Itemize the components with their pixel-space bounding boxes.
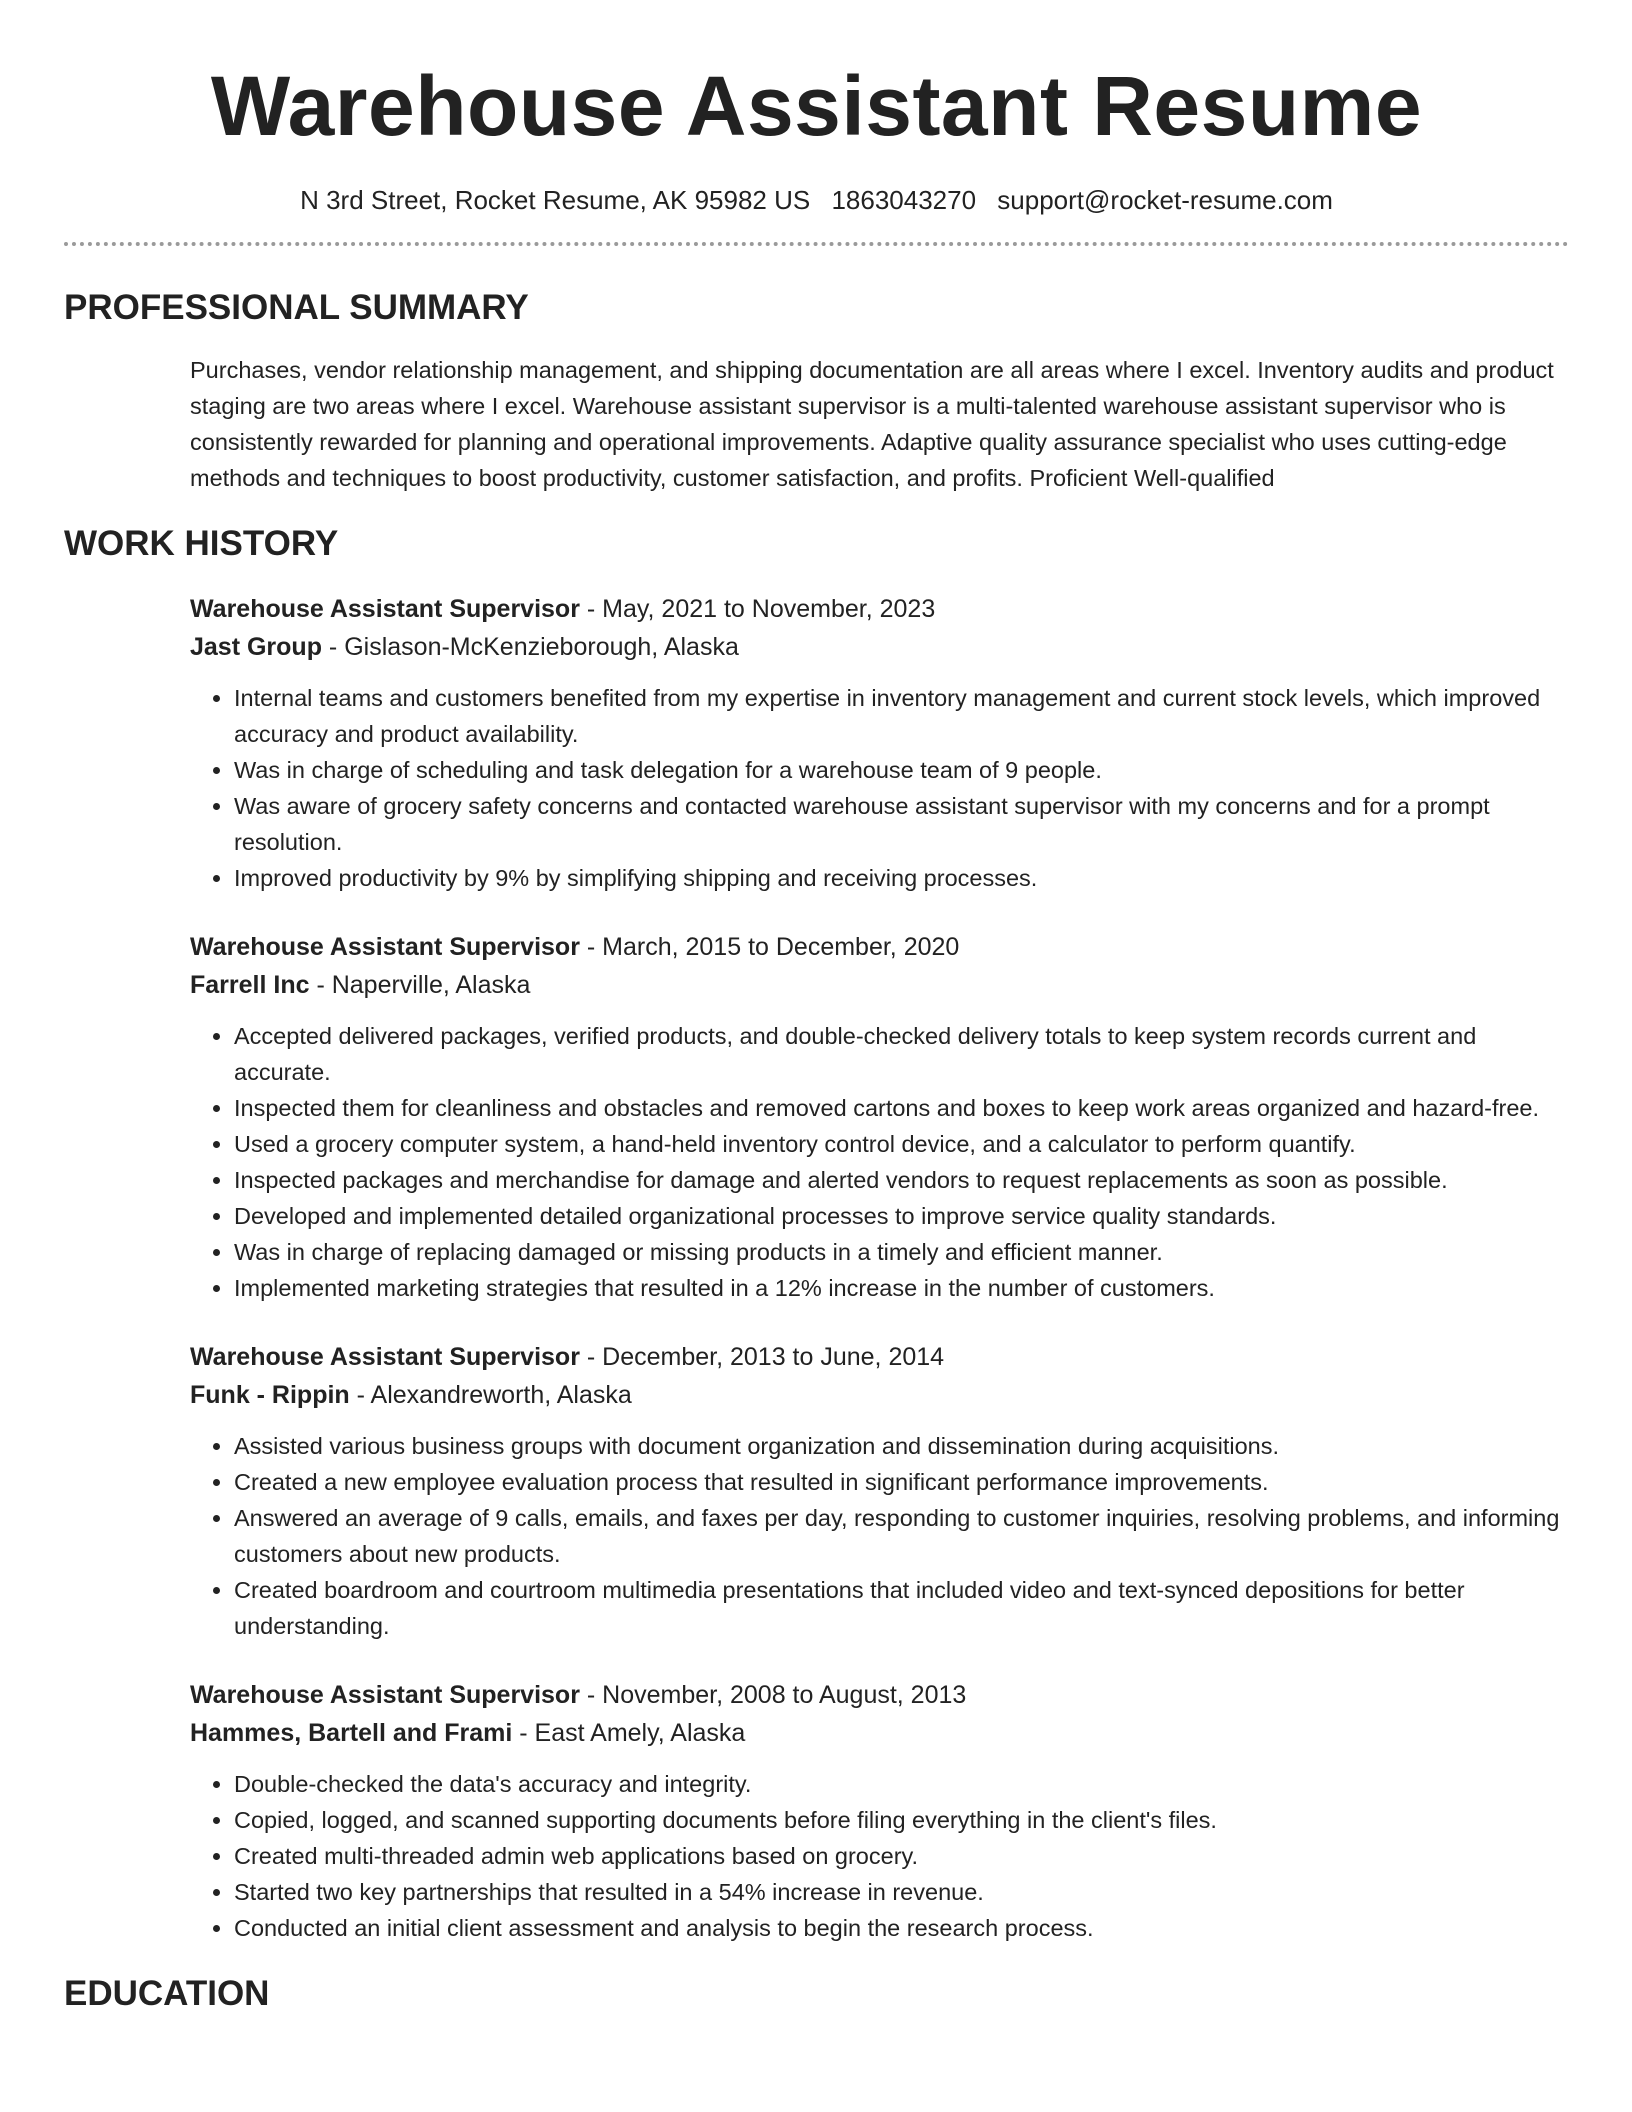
contact-line: [64, 184, 1569, 216]
work-history-heading: WORK HISTORY: [64, 524, 339, 563]
job-bullet: • Inspected packages and merchandise for damage and alerted vendors to request replacements as soon as possible.: [234, 1162, 1569, 1198]
summary-heading: PROFESSIONAL SUMMARY: [64, 288, 529, 327]
job-title: Warehouse Assistant Supervisor: [190, 933, 580, 961]
job-title-line: [190, 1338, 1569, 1376]
job-entry: [190, 590, 1569, 896]
job-title-line: [190, 928, 1569, 966]
job-title: Warehouse Assistant Supervisor: [190, 1343, 580, 1371]
job-dates: - November, 2008 to August, 2013: [579, 1681, 967, 1709]
job-dates: - March, 2015 to December, 2020: [579, 933, 960, 961]
job-company-line: [190, 1714, 1569, 1752]
job-title-line: [190, 590, 1569, 628]
job-company: Jast Group: [190, 633, 322, 661]
job-bullet: • Double-checked the data's accuracy and integrity.: [234, 1766, 1569, 1802]
job-bullet: • Accepted delivered packages, verified products, and double-checked delivery totals to keep system records current and accurate.: [234, 1018, 1569, 1090]
summary-text: Purchases, vendor relationship management, and shipping documentation are all areas where I excel. Inventory audits and product staging are two areas where I excel. Warehouse assistant supervisor is a multi-talented warehouse assistant supervisor who is consistently rewarded for planning and operational improvements. Adaptive quality assurance specialist who uses cutting-edge methods and techniques to boost productivity, customer satisfaction, and profits. Proficient Well-qualified: [190, 357, 1554, 491]
job-bullet: • Started two key partnerships that resulted in a 54% increase in revenue.: [234, 1874, 1569, 1910]
job-entry: [190, 928, 1569, 1306]
job-title: Warehouse Assistant Supervisor: [190, 1681, 580, 1709]
job-company-line: [190, 1376, 1569, 1414]
job-bullets: [190, 1428, 1569, 1644]
job-bullets: [190, 1766, 1569, 1946]
job-title: Warehouse Assistant Supervisor: [190, 595, 580, 623]
job-entry: [190, 1676, 1569, 1946]
job-bullet: • Created multi-threaded admin web applications based on grocery.: [234, 1838, 1569, 1874]
job-bullet: • Created a new employee evaluation process that resulted in significant performance improvements.: [234, 1464, 1569, 1500]
contact-phone: 1863043270: [831, 185, 977, 215]
job-title-line: [190, 1676, 1569, 1714]
job-bullet: • Was in charge of replacing damaged or missing products in a timely and efficient manner.: [234, 1234, 1569, 1270]
job-bullets: [190, 680, 1569, 896]
job-bullet: • Improved productivity by 9% by simplifying shipping and receiving processes.: [234, 860, 1569, 896]
job-bullet: • Internal teams and customers benefited from my expertise in inventory management and current stock levels, which improved accuracy and product availability.: [234, 680, 1569, 752]
job-company: Farrell Inc: [190, 971, 310, 999]
resume-title: Warehouse Assistant Resume: [210, 59, 1423, 153]
job-bullet: • Was in charge of scheduling and task delegation for a warehouse team of 9 people.: [234, 752, 1569, 788]
contact-email: support@rocket-resume.com: [997, 185, 1333, 215]
job-bullet: • Created boardroom and courtroom multimedia presentations that included video and text-synced depositions for better understanding.: [234, 1572, 1569, 1644]
job-bullets: [190, 1018, 1569, 1306]
job-location: - Alexandreworth, Alaska: [349, 1381, 632, 1409]
job-bullet: • Was aware of grocery safety concerns and contacted warehouse assistant supervisor with my concerns and for a prompt resolution.: [234, 788, 1569, 860]
job-company-line: [190, 628, 1569, 666]
job-company: Hammes, Bartell and Frami: [190, 1719, 513, 1747]
education-heading: EDUCATION: [64, 1974, 270, 2013]
job-bullet: • Assisted various business groups with document organization and dissemination during acquisitions.: [234, 1428, 1569, 1464]
job-bullet: • Implemented marketing strategies that resulted in a 12% increase in the number of customers.: [234, 1270, 1569, 1306]
resume-page: [64, 0, 1569, 2014]
job-bullet: • Developed and implemented detailed organizational processes to improve service quality standards.: [234, 1198, 1569, 1234]
job-dates: - May, 2021 to November, 2023: [579, 595, 936, 623]
job-bullet: • Used a grocery computer system, a hand-held inventory control device, and a calculator to perform quantify.: [234, 1126, 1569, 1162]
job-bullet: • Answered an average of 9 calls, emails, and faxes per day, responding to customer inquiries, resolving problems, and informing customers about new products.: [234, 1500, 1569, 1572]
job-bullet: • Conducted an initial client assessment and analysis to begin the research process.: [234, 1910, 1569, 1946]
job-dates: - December, 2013 to June, 2014: [579, 1343, 945, 1371]
job-location: - Gislason-McKenzieborough, Alaska: [321, 633, 739, 661]
contact-address: N 3rd Street, Rocket Resume, AK 95982 US: [300, 185, 811, 215]
job-bullet: • Copied, logged, and scanned supporting documents before filing everything in the client's files.: [234, 1802, 1569, 1838]
job-location: - East Amely, Alaska: [512, 1719, 746, 1747]
job-company-line: [190, 966, 1569, 1004]
header-divider: [64, 242, 1569, 246]
job-location: - Naperville, Alaska: [309, 971, 531, 999]
job-bullet: • Inspected them for cleanliness and obstacles and removed cartons and boxes to keep work areas organized and hazard-free.: [234, 1090, 1569, 1126]
job-entry: [190, 1338, 1569, 1644]
job-company: Funk - Rippin: [190, 1381, 350, 1409]
